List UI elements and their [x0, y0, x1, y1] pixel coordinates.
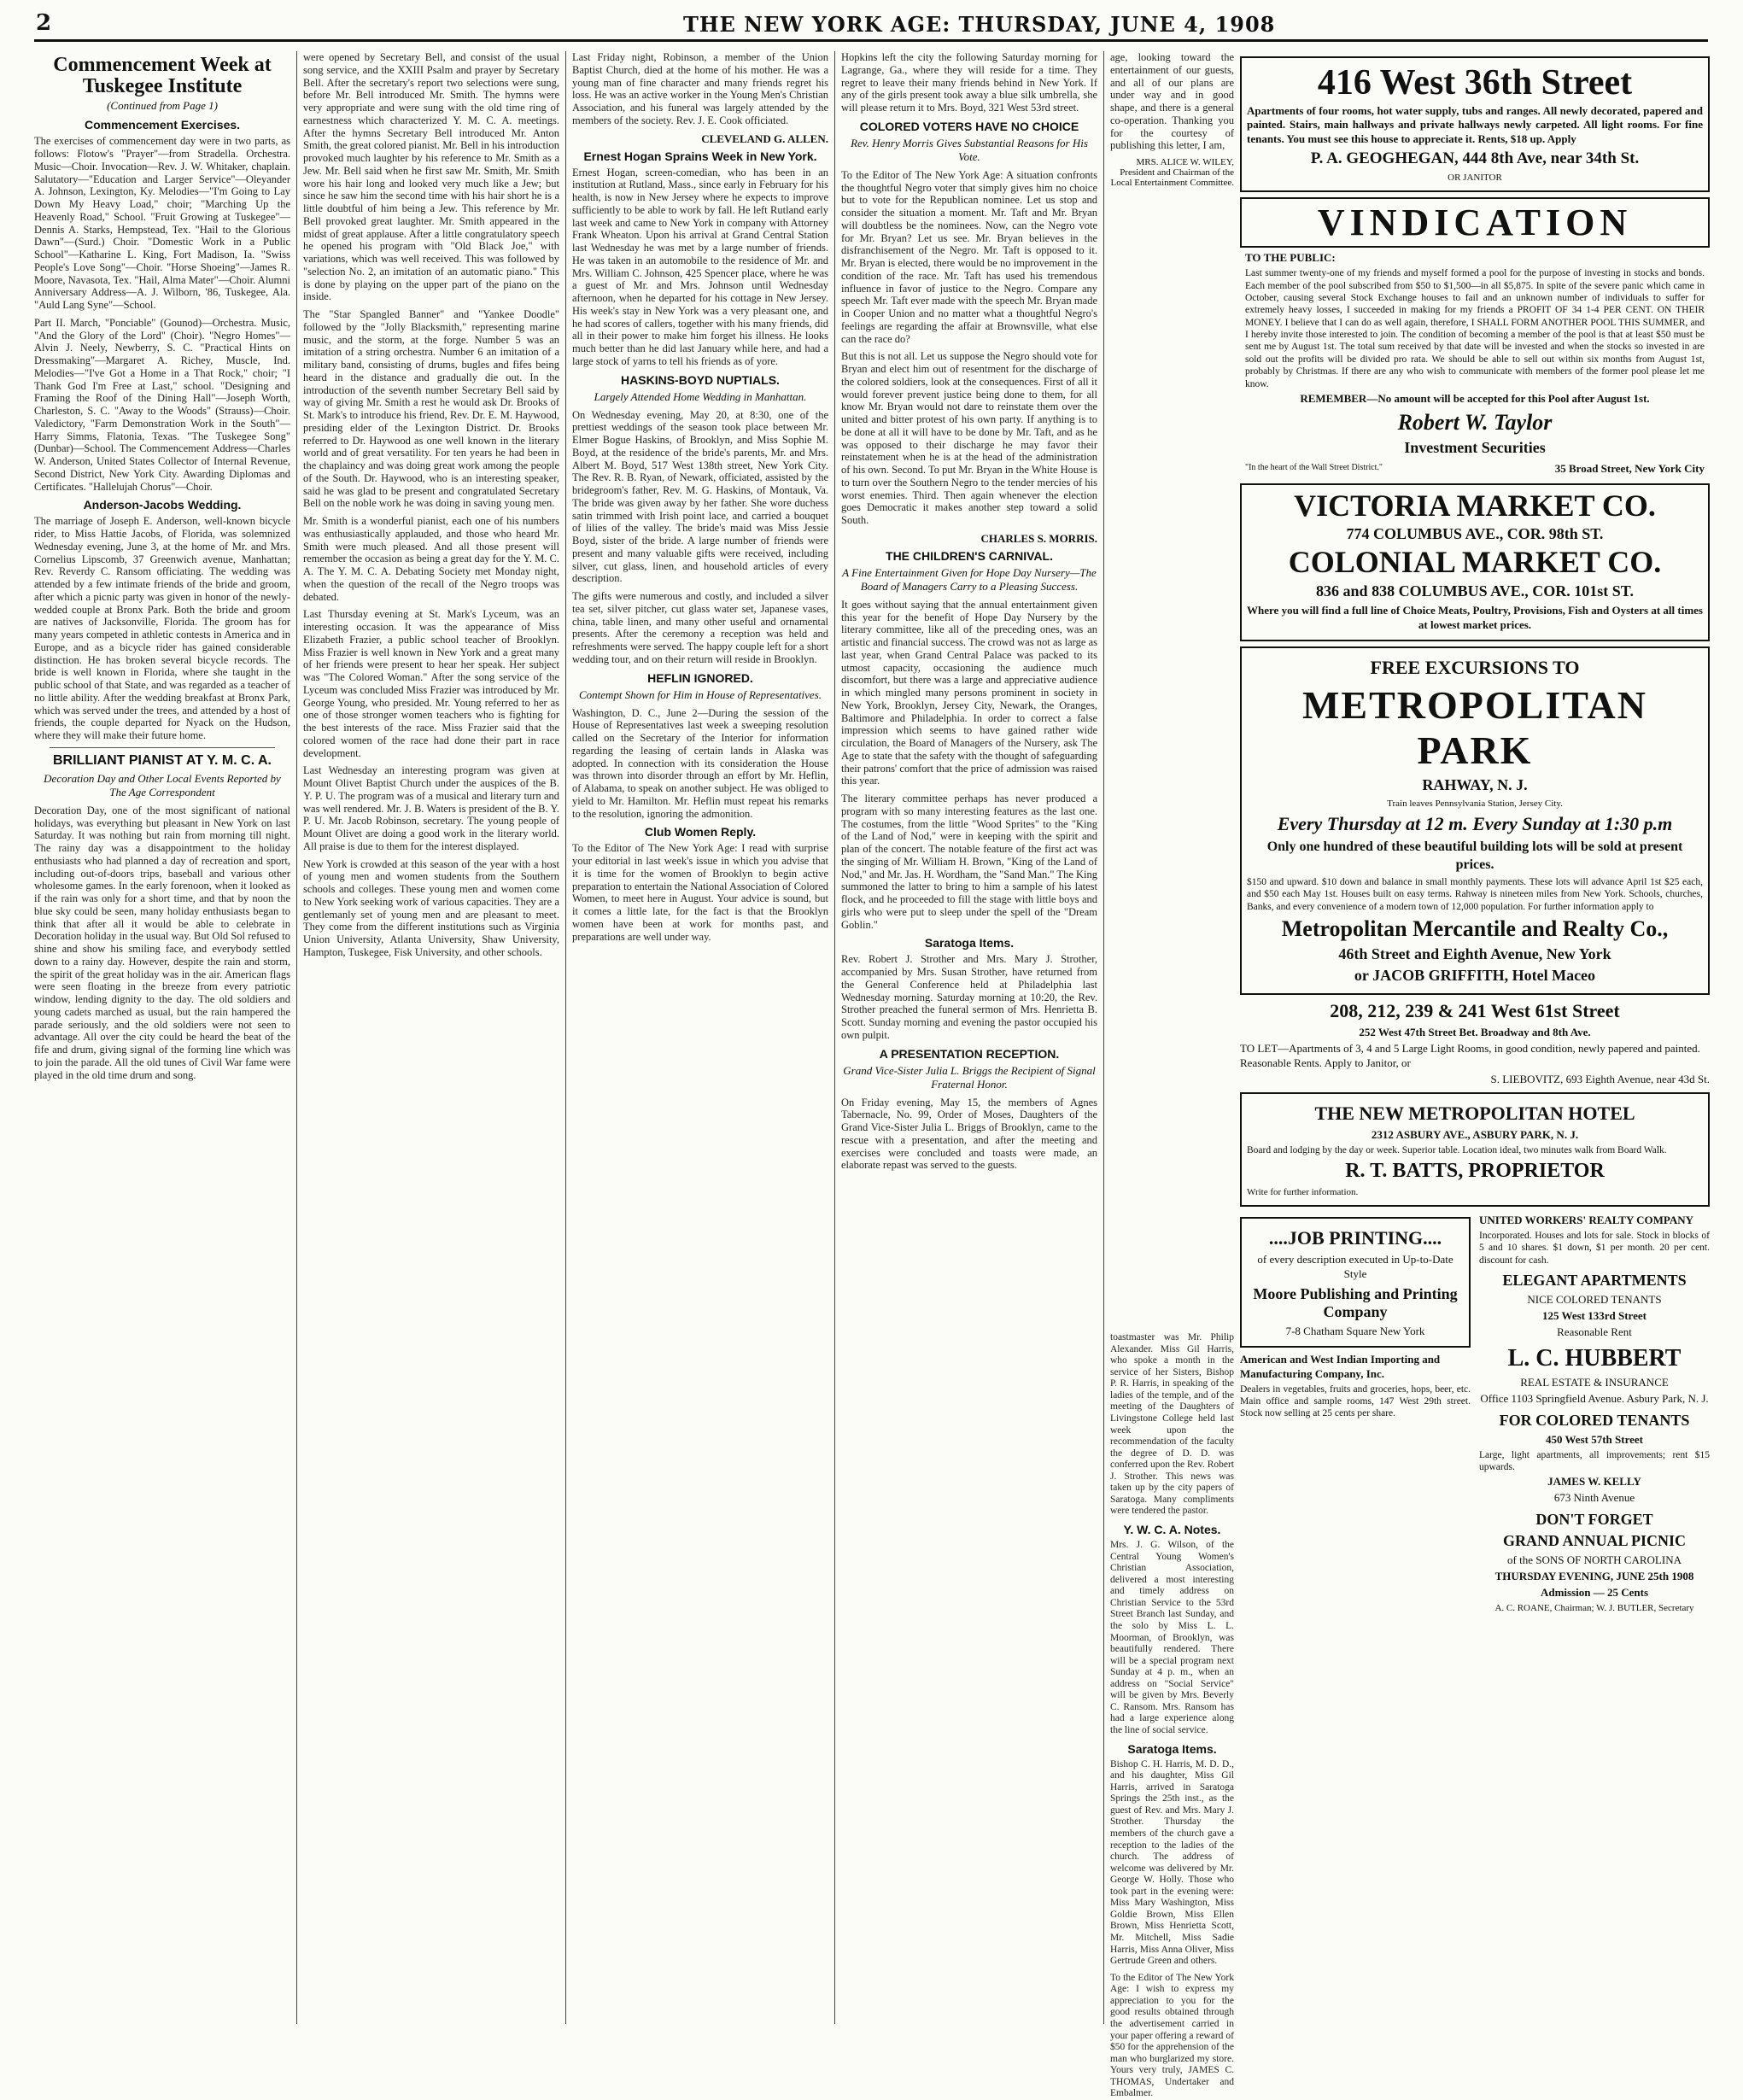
ad-title: 208, 212, 239 & 241 West 61st Street [1330, 1000, 1620, 1022]
article-text: But this is not all. Let us suppose the Negro should vote for Bryan and elect him out of resentment for the discharge of the colored soldiers, look at the consequences. First of all it would forever prevent justice being done to them, for all know Mr. Bryan would not dare to reinstate them over the united and bitter protest of his own party. If anything is to be done at all it will have to be done by Mr. Taft, and as he was opposed to their discharge he may favor their reinstatement when he is at the head of the administration of his own. Second. To put Mr. Bryan in the White House is to turn over the Southern Negro to the tender mercies of his worst enemies. Third. Then again whenever the election goes Democratic it makes another step toward a solid South. [841, 350, 1097, 526]
ad-body: of the SONS OF NORTH CAROLINA [1507, 1553, 1682, 1567]
article-text: Last Friday night, Robinson, a member of the Union Baptist Church, died at the home of his mother. He was a young man of fine character and many friends regret his loss. He was an active worker in the Young Men's Christian Association, and his funeral was largely attended by the members of the society. Rev. J. E. Cook officiated. [572, 51, 828, 126]
ad-address: 2312 ASBURY AVE., ASBURY PARK, N. J. [1371, 1127, 1579, 1141]
article-headline: A PRESENTATION RECEPTION. [879, 1046, 1060, 1061]
article-deck: Grand Vice-Sister Julia L. Briggs the Recipient of Signal Fraternal Honor. [843, 1063, 1096, 1091]
article-text: It goes without saying that the annual entertainment given this year for the benefit of Hope Day Nursery by the literary committee, like all of the preceding ones, was an artistic and financial success. The crowd was not as large as last year, when Grand Central Palace was packed to its utmost capacity, occasioning the audience much discomfort, but there was a large and appreciative audience in which mingled many persons prominent in society in New York, Brooklyn, Jersey City, Newark, the Oranges, Baltimore and Philadelphia. In order to correct a false impression which seems to have gained rather wide circulation, the Board of Managers of the Nursery, ask The Age to state that the safety with the thought of safeguarding their patrons' comfort that the price of admission was raised this year. [841, 598, 1097, 787]
ad-note: Write for further information. [1247, 1186, 1359, 1197]
ad-lead: FREE EXCURSIONS TO [1370, 657, 1580, 679]
ad-vindication [1240, 251, 1710, 477]
article-signature: CLEVELAND G. ALLEN. [701, 132, 828, 145]
ad-416-west-36th [1240, 56, 1710, 192]
article-subhead: Anderson-Jacobs Wedding. [83, 498, 242, 512]
ad-address: or JACOB GRIFFITH, Hotel Maceo [1354, 967, 1596, 985]
masthead [34, 10, 1708, 42]
ad-title: 416 West 36th Street [1317, 63, 1633, 102]
ad-picnic [1479, 1511, 1710, 1614]
article-headline: Saratoga Items. [1127, 1741, 1217, 1756]
ad-markets [1240, 483, 1710, 641]
article-text: age, looking toward the entertainment of our guests, and all of our plans are under way and in good shape, and there is a general co-operation. Thanking you for the courtesy of publishing this letter, I am, [1110, 51, 1234, 152]
article-headline: Saratoga Items. [924, 936, 1015, 951]
ad-body: Only one hundred of these beautiful building lots will be sold at present prices. [1266, 839, 1683, 873]
ad-firm: Investment Securities [1404, 438, 1546, 456]
ad-title: American and West Indian Importing and Manufacturing Company, Inc. [1240, 1352, 1441, 1380]
ad-lead: TO THE PUBLIC: [1245, 251, 1336, 265]
column-1 [34, 51, 290, 2024]
article-text: Part II. March, "Ponciable" (Gounod)—Orchestra. Music, "And the Glory of the Lord" (Choir). "Negro Homes"—Alvin J. Neely, Newberry, S. C. "Practical Hints on Dressmaking"—Margaret A. Richey, Muscle, Ind. Melodies—"I've Got a Home in a That Rock," choir; "I Thank God I'm Free at Last," school. "Designing and Framing the Roof of the Dining Hall"—Joseph Worth, Charleston, S. C. "Away to the Woods" (Strauss)—Choir. Valedictory, "Farm Demonstration Work in the South"—Harry Simms, Flatonia, Texas. "The Tuskegee Song" (Dunbar)—School. The Commencement Address—Charles W. Anderson, United States Collector of Internal Revenue, Second District, New York City. Awarding Diplomas and Certificates. "Hallelujah Chorus"—Choir. [34, 316, 290, 493]
ad-body: Where you will find a full line of Choice Meats, Poultry, Provisions, Fish and Oysters at all times at lowest market prices. [1247, 604, 1703, 632]
ad-body: NICE COLORED TENANTS [1527, 1293, 1662, 1307]
article-text: The marriage of Joseph E. Anderson, well-known bicycle rider, to Miss Hattie Jacobs, of Florida, was solemnized Wednesday evening, June 3, at the home of Mr. and Mrs. Cornelius Lipscomb, 37 Greenwich avenue, Manhattan; Rev. Reverdy C. Ransom officiating. The wedding was attended by a few intimate friends of the bride and groom, after which a picnic party was given in honor of the newly-wedded couple at Bronx Park. Both the bride and groom are natives of Jacksonville, Florida. The groom has for many years competed in athletic contests in America and in Europe, and as a bicycle rider has gained considerable distinction. He has broken several bicycle records. The bride is well known in Florida, where she taught in the public school of that State, and was regarded as a teacher of no little ability. After the wedding breakfast at Bronx Park, which was served under the trees, and attended by a host of friends, the couple departed for Nyack on the Hudson, where they will make their future home. [34, 515, 290, 742]
article-text: To the Editor of The New York Age: I read with surprise your editorial in last week's issue in which you advise that it is time for the women of Brooklyn to begin active preparation to entertain the National Association of Colored Women, to meet here in August. Your advice is sound, but it comes a little late, for the fact is that the Brooklyn women have been at work for months past, and preparations are well under way. [572, 842, 828, 943]
ad-contact: P. A. GEOGHEGAN, 444 8th Ave, near 34th St. [1310, 149, 1640, 167]
article-text: On Friday evening, May 15, the members of Agnes Tabernacle, No. 99, Order of Moses, Daughters of the Grand Vice-Sister Julia L. Briggs of Brooklyn, came to the rescue with a presentation, and after the meeting and exercises were concluded and toasts were made, an elaborate repast was served to the guests. [841, 1096, 1097, 1172]
ad-title: DON'T FORGET [1535, 1511, 1653, 1529]
article-text: Last Thursday evening at St. Mark's Lyceum, was an interesting occasion. It was the appearance of Miss Elizabeth Frazier, a public school teacher of Brooklyn. Miss Frazier is well known in New York and a great many of her friends were present to hear her speak. Her subject was "The Colored Woman." After the song service of the Lyceum was concluded Miss Frazier was introduced by Mr. George Young, who presided. Mr. Young referred to her as one of those stronger women teachers who is fighting for the best interests of the race. Miss Frazier said that the colored women of the race had done their part in race development. [303, 608, 559, 759]
ad-body: Dealers in vegetables, fruits and groceries, hops, beer, etc. Main office and sample rooms, 147 West 29th street. Stock now selling at 25 cents per share. [1240, 1383, 1471, 1419]
article-text: Last Wednesday an interesting program was given at Mount Olivet Baptist Church under the auspices of the B. Y. P. U. The program was of a musical and literary turn and was well rendered. Mr. J. B. Waters is president of the B. Y. P. U. Mr. Jacob Robinson, secretary. The young people of Mount Olivet are doing a good work in the literary world. All praise is due to them for the interest displayed. [303, 764, 559, 852]
ad-title: THE NEW METROPOLITAN HOTEL [1314, 1102, 1635, 1124]
article-text: To the Editor of The New York Age: I wish to express my appreciation to you for the good results obtained through the advertisement carried in your paper offering a reward of $50 for the apprehension of the man who burglarized my store. Yours very truly, JAMES C. THOMAS, Undertaker and Embalmer. [1110, 1972, 1234, 2099]
column-5-lower [1110, 1332, 1234, 2099]
ad-officers: A. C. ROANE, Chairman; W. J. BUTLER, Secretary [1494, 1602, 1694, 1613]
article-text: The "Star Spangled Banner" and "Yankee Doodle" followed by the "Jolly Blacksmith," representing marine music, and the storm, at the forge. Number 5 was an imitation of a string orchestra. Number 6 an imitation of a military band, consisting of drums, bugles and fifes being heard in the distance and gradually die out. In the introduction of the seventh number Secretary Bell said by way of giving Mr. Smith a rest he would ask Dr. Brooks of St. Mark's to introduce his friend, Rev. Dr. E. M. Haywood, presiding elder of the Lexington District. Dr. Brooks referred to Dr. Haywood as one well known in the literary world and of great versatility. For ten years he had been in the chaplaincy and was doing great work among the people of the South. Dr. Haywood, who is an interesting speaker, said he was glad to be present and congratulated Secretary Bell on the noble work he was doing in saving young men. [303, 308, 559, 510]
article-deck: A Fine Entertainment Given for Hope Day Nursery—The Board of Managers Carry to a Pleasing Success. [842, 565, 1097, 593]
ad-colored-tenants [1479, 1412, 1710, 1506]
article-headline: Y. W. C. A. Notes. [1123, 1523, 1221, 1536]
ad-address: Office 1103 Springfield Avenue. Asbury Park, N. J. [1480, 1391, 1709, 1405]
ad-body: Reasonable Rent [1557, 1325, 1632, 1338]
ad-vindication-title: VINDICATION [1240, 197, 1710, 248]
ad-title: METROPOLITAN PARK [1302, 683, 1647, 773]
ad-elegant-apartments [1479, 1272, 1710, 1340]
ad-date: THURSDAY EVENING, JUNE 25th 1908 [1494, 1569, 1694, 1582]
ad-title: L. C. HUBBERT [1507, 1344, 1682, 1372]
article-text: New York is crowded at this season of the year with a host of young men and women students from the Southern schools and colleges. These young men and women come to New York seeking work of various capacities. They are a gentlemanly set of young men and are pleasant to meet. They come from the different institutions such as Virginia Union University, Atlanta University, Shaw University, Hampton, Tuskegee, Fisk University, and other schools. [303, 857, 559, 958]
article-headline: BRILLIANT PIANIST AT Y. M. C. A. [53, 752, 272, 768]
ad-address: 35 Broad Street, New York City [1554, 461, 1705, 475]
ad-body: $150 and upward. $10 down and balance in small monthly payments. These lots will advance April 1st $25 each, and $50 each May 1st. Houses built on easy terms. Rahway is nineteen miles from New York. Schools, churches, Banks, and every convenience of a modern town of 12,000 population. For further information apply to [1247, 876, 1703, 912]
article-text: On Wednesday evening, May 20, at 8:30, one of the prettiest weddings of the season took place between Mr. Elmer Bogue Haskins, of Brooklyn, and Miss Sophie M. Boyd, at the residence of the bride's parents, Mr. and Mrs. Albert M. Boyd, 517 West 138th street, New York City. The Rev. R. B. Ryan, of Newark, officiated, assisted by the bridegroom's father, Rev. M. G. Haskins, of Montauk, Va. The bride was given away by her father. She wore duchess satin trimmed with Irish point lace, and carried a bouquet of lilies of the valley. The bride's maid was Miss Jessie Boyd, sister of the bride. A large number of friends were present and many valuable gifts were received, including silver, cut glass, linen, and household articles of every description. [572, 408, 828, 585]
ad-signature: Robert W. Taylor [1397, 409, 1553, 435]
ad-title: FOR COLORED TENANTS [1499, 1411, 1690, 1429]
ad-contact: JAMES W. KELLY [1547, 1475, 1641, 1489]
ad-body: TO LET—Apartments of 3, 4 and 5 Large Light Rooms, in good condition, newly papered and painted. Reasonable Rents. Apply to Janitor, or [1240, 1041, 1700, 1069]
ad-body: of every description executed in Up-to-Date Style [1257, 1253, 1453, 1281]
ad-contact: S. LIEBOVITZ, 693 Eighth Avenue, near 43d St. [1490, 1072, 1710, 1085]
ad-metropolitan-hotel [1240, 1092, 1710, 1208]
ad-body: Apartments of four rooms, hot water supply, tubs and ranges. All newly decorated, papered and painted. Stairs, main hallways and private hallways newly carpeted. All light rooms. For fine tenants. You must see this house to appreciate it. Rents, $18 up. Apply [1247, 104, 1703, 145]
article-text: The literary committee perhaps has never produced a program with so many interesting features as the last one. The costumes, from the little "Wood Sprites" to the "King of the Land of Nod," were in keeping with the spirit and plan of the concert. The notable feature of the first act was the singing of Mr. William H. Brown, "King of the Land of Nod," and Mr. Jas. H. Wordham, the "Sand Man." The King summoned the latter to bring to him a sample of his latest flock, and he proceeded to fill the stage with little boys and girls who were put to sleep under the spell of the "Dream Goblin." [841, 793, 1097, 931]
ad-address: 450 West 57th Street [1546, 1432, 1643, 1446]
ad-address: 836 and 838 COLUMBUS AVE., COR. 101st ST. [1316, 582, 1634, 600]
article-subhead: Commencement Exercises. [84, 118, 241, 132]
ad-note: OR JANITOR [1448, 172, 1502, 183]
article-headline: Ernest Hogan Sprains Week in New York. [583, 149, 817, 163]
column-rule [565, 51, 566, 2024]
ad-company: Metropolitan Mercantile and Realty Co., [1281, 916, 1669, 942]
ad-title: ELEGANT APARTMENTS [1502, 1272, 1687, 1290]
article-headline: Commencement Week at Tuskegee Institute [53, 54, 272, 98]
ad-admission: Admission — 25 Cents [1540, 1585, 1649, 1599]
article-text: Rev. Robert J. Strother and Mrs. Mary J. Strother, accompanied by Mrs. Susan Strother, have returned from the General Conference held at Philadelphia last Wednesday morning. Saturday morning at 10:20, the Rev. Strother preached the funeral sermon of Mrs. Henrietta B. Scott. Sunday morning and evening the pastor occupied his own pulpit. [841, 953, 1097, 1041]
ad-title: COLONIAL MARKET CO. [1288, 545, 1662, 580]
article-text: Ernest Hogan, screen-comedian, who has been in an institution at Rutland, Mass., since early in February for his health, is now in New Jersey where he expects to improve sufficiently to be able to work by fall. He left Rutland early last week and came to New York in company with Attorney Frank Wheaton. Upon his arrival at Grand Central Station last Wednesday he was met by a large number of friends. He was taken in an automobile to the residence of Mr. and Mrs. William C. Johnson, 425 Spencer place, where he was a guest of Mr. and Mrs. Johnson until Wednesday afternoon, when he departed for his cottage in New Jersey. His week's stay in New York was a very pleasant one, and he had scores of callers, together with his many friends, did all in their power to make him forget his illness. He looks much better than he did last January while here, and had a large stock of yarns to tell his friends as of yore. [572, 166, 828, 367]
article-continued: (Continued from Page 1) [107, 99, 218, 113]
article-text: Decoration Day, one of the most significant of national holidays, was everything but pleasant in New York on last Saturday. It was nothing but rain from morning till night. The rainy day was a disappointment to the holiday enthusiasts who had planned a day of recreation and sport, including out-of-doors trips, baseball and various other wholesome games. In the early forenoon, when it looked as if the rain was only for a short time, and that by noon the blue sky could be seen, many holiday enthusiasts began to think that after all it would be able to celebrate in Decoration holiday in the usual way. But Old Sol refused to shine and show his smiling face, and everybody settled down to a rainy day. However, despite the rain and storm, the spirit of the great holiday was in the air. American flags were seen floating in the breeze from every patriotic window, lending dignity to the day. The old soldiers and young cadets marched as usual, but the rain hampered the parade seriously, and the old soldiers were not seen to advantage. All over the city could be heard the beat of the fife and drum, giving signal of the forming line which was to join the parade. All the old tunes of Civil War fame were played in the old time drum and song. [34, 804, 290, 1081]
article-text: The exercises of commencement day were in two parts, as follows: Flotow's "Prayer"—from Stradella. Orchestra. Music—Choir. Invocation—Rev. J. W. Whitaker, chaplain. Salutatory—"Education and Larger Service"—Oleyander A. Johnson, Lexington, Ky. Melodies—"I'm Going to Lay Down My Heavy Load," choir; "Marching Up the Heavenly Road," School. "Fruit Growing at Tuskegee"—Dennis A. Starks, Hempstead, Tex. "Hail to the Glorious Dawn"—(Surd.) Choir. "Domestic Work in a Public School"—Katharine L. King, Fort Madison, Ia. "Swiss People's Love Song"—Choir. "Horse Shoeing"—James R. Moore, Navasota, Tex. "Hail, Alma Mater"—Choir. Alumni Anniversary Address—A. J. Wilborn, '86, Tuskegee, Ala. "Auld Lang Syne"—School. [34, 135, 290, 312]
article-text: The gifts were numerous and costly, and included a silver tea set, silver pitcher, cut glass water set, Japanese vases, china, table linen, and many other useful and ornamental presents. After the ceremony a reception was held and refreshments were served. The happy couple left for a short wedding tour, and on their return will reside in Brooklyn. [572, 590, 828, 665]
article-text: Washington, D. C., June 2—During the session of the House of Representatives last week a sweeping resolution called on the Secretary of the Interior for information regarding the leasing of certain lands in Alaska was adopted. In connection with its consideration the House was thrown into disorder through an effort by Mr. Heflin, of Alabama, to speak on another subject. He was obliged to yield to Mr. Hamilton. Mr. Heflin must repeat his remarks to the resolution, ignoring the admonition. [572, 706, 828, 820]
article-deck: Rev. Henry Morris Gives Substantial Reasons for His Vote. [851, 136, 1088, 163]
article-deck: Largely Attended Home Wedding in Manhattan. [594, 389, 807, 403]
article-text: Mrs. J. G. Wilson, of the Central Young Women's Christian Association, delivered a most interesting and timely address on Christian Service to the 53rd Street Branch last Sunday, and the solo by Miss L. L. Moorman, of Brooklyn, was beautifully rendered. There will be a special program next Sunday at 4 p. m., when an address on "Social Service" will be given by Mrs. Beverly C. Ransom. Mrs. Ransom has had a large experience along the line of social service. [1110, 1540, 1234, 1735]
column-rule [1103, 51, 1104, 2024]
ad-schedule: Every Thursday at 12 m. Every Sunday at 1:30 p.m [1277, 813, 1673, 835]
article-text: were opened by Secretary Bell, and consist of the usual song service, and the XXIII Psalm and prayer by Secretary Bell. After the secretary's report two selections were sung, before Mr. Bell introduced Mr. Smith. The hymns were very appropriate and were sung with the old time ring of earnestness which characterized Y. M. C. A. meetings. After the hymns Secretary Bell introduced Mr. Anton Smith, the great colored pianist. Mr. Bell in his introduction provoked much laughter by his reference to Mr. Smith as a Jew. Mr. Bell said when he first saw Mr. Smith, Mr. Smith wore his hair long and looked very much like a Jew; but since he saw him the second time with his hair short he is a little doubtful of him being a Jew. This reference by Mr. Bell provoked great laughter. Mr. Smith appeared in the midst of great applause. After a little congratulatory speech he opened his program with "Old Black Joe," with variations, which was well received. This was followed by "selection No. 2, an imitation of an automatic piano." This is done by playing on the upper part of the piano on the inside. [303, 51, 559, 303]
ad-title: GRAND ANNUAL PICNIC [1502, 1532, 1686, 1550]
column-2 [303, 51, 559, 2024]
column-rule [834, 51, 835, 2024]
ad-tagline: "In the heart of the Wall Street District." [1245, 462, 1383, 472]
ad-address: 125 West 133rd Street [1542, 1309, 1646, 1323]
ad-location: RAHWAY, N. J. [1422, 776, 1528, 794]
ad-address: 673 Ninth Avenue [1553, 1491, 1635, 1505]
ad-address: 252 West 47th Street Bet. Broadway and 8th Ave. [1359, 1026, 1591, 1039]
article-headline: THE CHILDREN'S CARNIVAL. [886, 548, 1053, 563]
ad-body: Last summer twenty-one of my friends and myself formed a pool for the purpose of investing in stocks and bonds. Each member of the pool subscribed from $50 to $1,500—in all $5,875. In spite of the severe panic which came in October, causing several Stock Exchange houses to fail and an unknown number of individuals to suffer for extremely heavy losses, I succeeded in making for my friends a PROFIT OF 34 1-4 PER CENT. ON THEIR MONEY. I believe that I can do as well again, therefore, I SHALL FORM ANOTHER POOL THIS SUMMER, and I hereby invite those interested to join. The condition of becoming a member of the pool is that at least $50 must be sent me by August 1st. The total sum received by that date will be invested and when the stocks so invested in are sold out the profits will be divided pro rata. We should be able to sell out within six months from August 1st, probably by Christmas. If there are any who wish to communicate with members of the former pool please let me know. [1245, 268, 1705, 389]
ad-title: ....JOB PRINTING.... [1268, 1227, 1442, 1249]
page-number: 2 [36, 10, 52, 36]
article-text: toastmaster was Mr. Philip Alexander. Miss Gil Harris, who spoke a month in the service of her Sisters, Bishop P. R. Harris, in speaking of the ladies of the temple, and of the meeting of the Daughters of Livingstone College held last week upon the recommendation of the faculty the degree of D. D. was conferred upon the Rev. Robert J. Strother. This news was taken up by the city papers of Saratoga. Many compliments were tendered the pastor. [1110, 1332, 1234, 1517]
ad-company: Moore Publishing and Printing Company [1253, 1284, 1458, 1320]
masthead-title: THE NEW YORK AGE: THURSDAY, JUNE 4, 1908 [683, 12, 1276, 37]
ad-body: Board and lodging by the day or week. Superior table. Location ideal, two minutes walk from Board Walk. [1247, 1144, 1667, 1155]
ad-west-61st [1240, 1000, 1710, 1087]
divider [50, 747, 275, 748]
article-headline: HEFLIN IGNORED. [647, 670, 753, 685]
article-signature: MRS. ALICE W. WILEY, President and Chairman of the Local Entertainment Committee. [1110, 157, 1234, 188]
column-rule [296, 51, 297, 2024]
ad-metropolitan-park [1240, 646, 1710, 995]
ad-column [1240, 51, 1710, 2024]
ad-row [1240, 1212, 1710, 1616]
ad-title: UNITED WORKERS' REALTY COMPANY [1479, 1214, 1694, 1227]
article-headline: COLORED VOTERS HAVE NO CHOICE [859, 119, 1079, 133]
ad-body: REAL ESTATE & INSURANCE [1520, 1375, 1669, 1389]
ad-address: 7-8 Chatham Square New York [1285, 1324, 1425, 1337]
article-headline: Club Women Reply. [644, 825, 757, 839]
ad-note: REMEMBER—No amount will be accepted for this Pool after August 1st. [1300, 391, 1650, 405]
ad-proprietor: R. T. BATTS, PROPRIETOR [1345, 1159, 1605, 1182]
ad-title: VICTORIA MARKET CO. [1294, 488, 1656, 523]
article-text: Mr. Smith is a wonderful pianist, each one of his numbers was enthusiastically applauded, and those who heard Mr. Smith were much pleased. And all those present will remember the occasion as being a great day for the Y. M. C. A. The Y. M. C. A. Debating Society met Monday night, when the question of the recall of the Negro troops was debated. [303, 515, 559, 603]
column-3 [572, 51, 828, 2024]
ad-hubbert [1479, 1345, 1710, 1407]
ad-job-printing [1240, 1217, 1471, 1348]
article-text: To the Editor of The New York Age: A situation confronts the thoughtful Negro voter that simply gives him no choice but to vote for the Republican nominee. Let us stop and consider the situation a moment. Mr. Taft and Mr. Bryan will doubtless be the nominees. Now, can the Negro vote for Mr. Bryan? Let us see. Mr. Bryan believes in the disfranchisement of the Negro. Mr. Taft is opposed to it. Mr. Bryan is elected, there would be no improvement in the condition of the race. Mr. Taft has used his tremendous influence in favor of justice to the Negro. Compare any speech Mr. Taft ever made with the speech Mr. Bryan made in Cooper Union and no matter what a thoughtful Negro's feelings are regarding the affair at Brownsville, what else can the race do? [841, 168, 1097, 345]
ad-body: Large, light apartments, all improvements; rent $15 upwards. [1479, 1449, 1710, 1472]
article-deck: Decoration Day and Other Local Events Reported by The Age Correspondent [44, 771, 281, 798]
article-signature: CHARLES S. MORRIS. [980, 531, 1097, 545]
ad-body: Incorporated. Houses and lots for sale. Stock in blocks of 5 and 10 shares. $1 down, $1 per month. 20 per cent. discount for cash. [1479, 1231, 1710, 1266]
column-4 [841, 51, 1097, 2024]
ad-address: 774 COLUMBUS AVE., COR. 98th ST. [1346, 525, 1604, 543]
ad-note: Train leaves Pennsylvania Station, Jersey City. [1387, 798, 1563, 810]
article-text: Bishop C. H. Harris, M. D. D., and his daughter, Miss Gil Harris, arrived in Saratoga Springs the 25th inst., as the guest of Rev. and Mrs. Mary J. Strother. Thursday the members of the church gave a reception to the ladies of the church. The address of welcome was delivered by Mr. George W. Holly. Those who took part in the evening were: Miss Mary Washington, Miss Goldie Brown, Miss Ellen Brown, Miss Henrietta Scott, Mr. Mitchell, Miss Sadie Harris, Miss Anna Oliver, Miss Gertrude Green and others. [1110, 1758, 1234, 1967]
article-headline: HASKINS-BOYD NUPTIALS. [621, 372, 780, 387]
ad-address: 46th Street and Eighth Avenue, New York [1338, 945, 1611, 963]
article-text: Hopkins left the city the following Saturday morning for Lagrange, Ga., where they will reside for a time. They regret to leave their many friends behind in New York. If any of the girls present took away a blue silk umbrella, she will please return it to Mrs. Boyd, 321 West 53rd street. [841, 51, 1097, 114]
article-deck: Contempt Shown for Him in House of Representatives. [578, 687, 822, 701]
